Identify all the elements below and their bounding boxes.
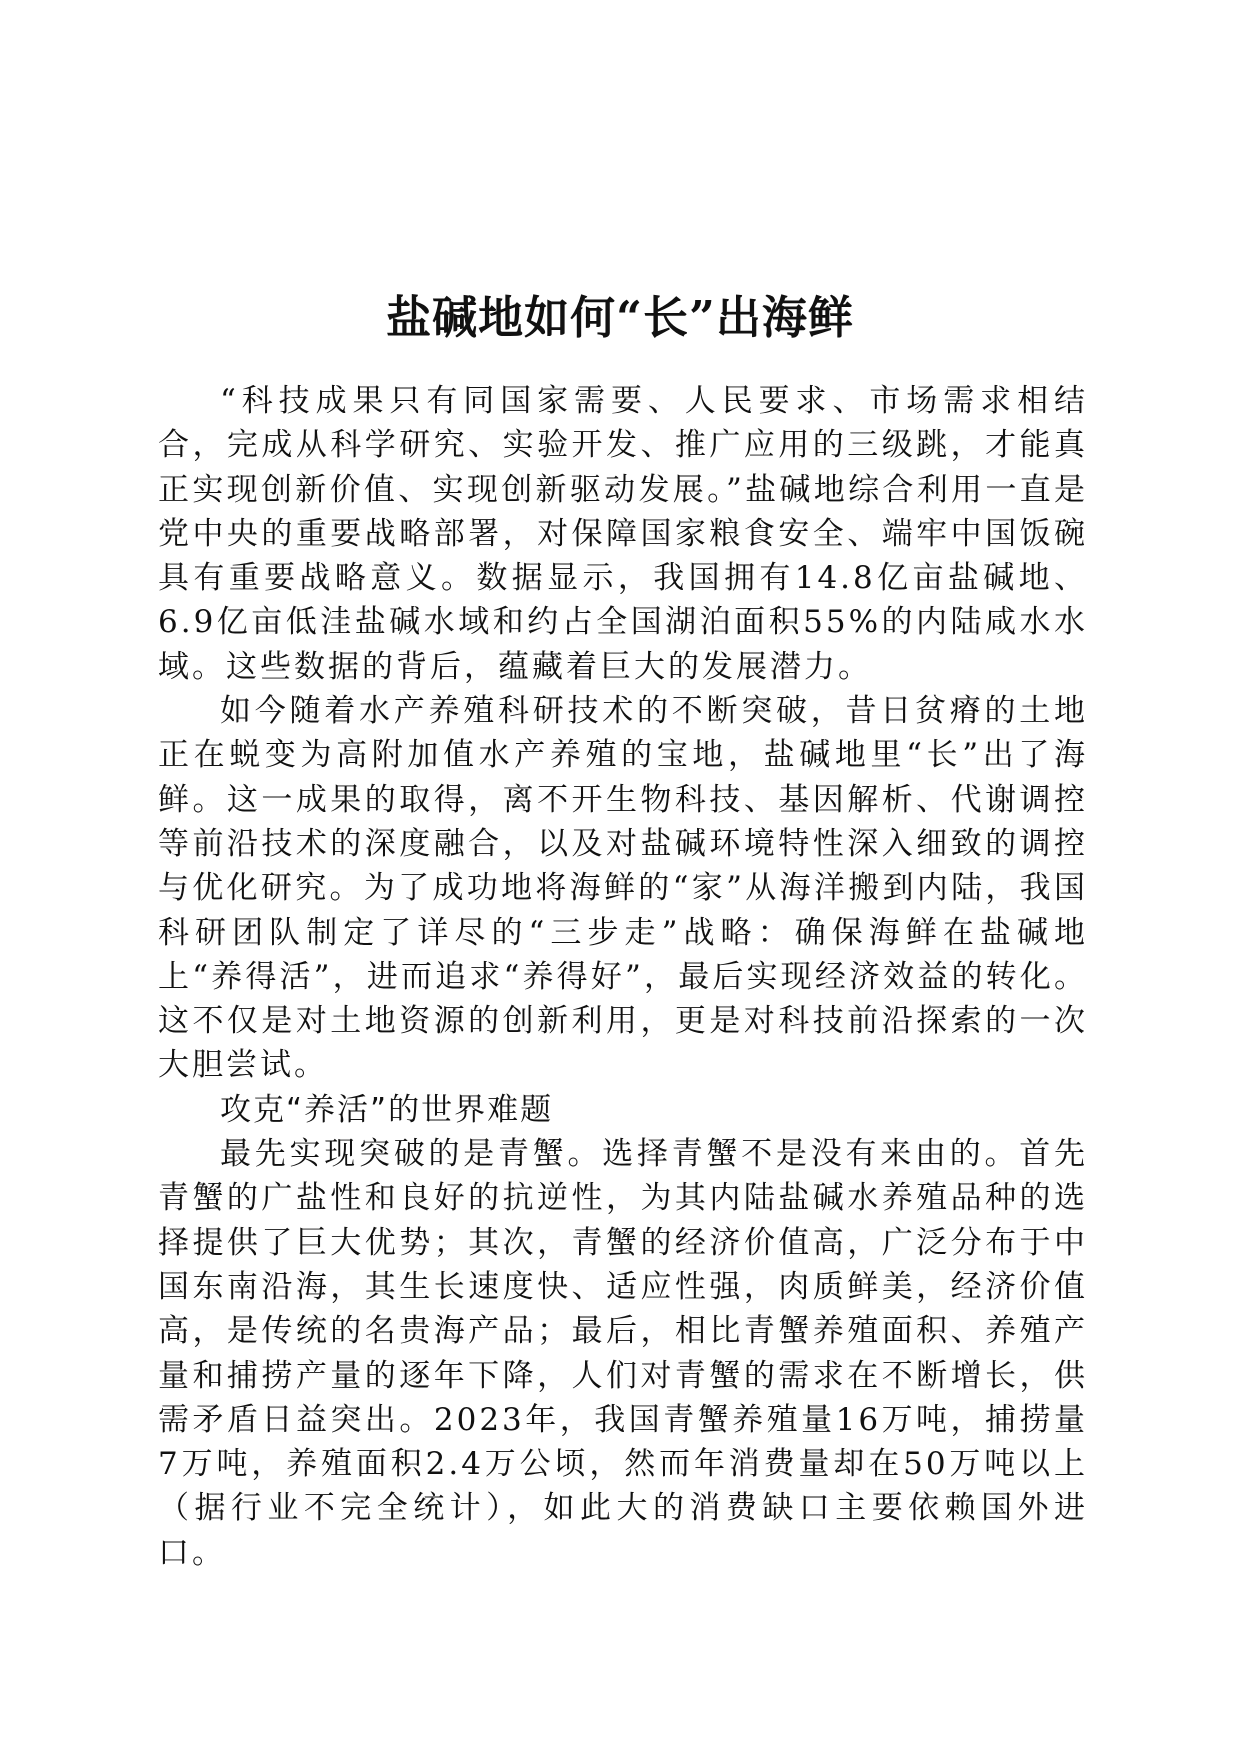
section-heading: 攻克“养活”的世界难题: [220, 1091, 554, 1128]
document-title: 盐碱地如何“长”出海鲜: [386, 291, 854, 345]
paragraph-breakthrough: 如今随着水产养殖科研技术的不断突破，昔日贫瘠的土地正在蜕变为高附加值水产养殖的宝地，盐碱地里“长”出了海鲜。这一成果的取得，离不开生物科技、基因解析、代谢调控等前沿技术的深度融合，以及对盐碱环境特性深入细致的调控与优化研究。为了成功地将海鲜的“家”从海洋搬到内陆，我国科研团队制定了详尽的“三步走”战略：确保海鲜在盐碱地上“养得活”，进而追求“养得好”，最后实现经济效益的转化。这不仅是对土地资源的创新利用，更是对科技前沿探索的一次大胆尝试。: [158, 693, 1088, 1084]
paragraph-green-crab: 最先实现突破的是青蟹。选择青蟹不是没有来由的。首先青蟹的广盐性和良好的抗逆性，为其内陆盐碱水养殖品种的选择提供了巨大优势；其次，青蟹的经济价值高，广泛分布于中国东南沿海，其生长速度快、适应性强，肉质鲜美，经济价值高，是传统的名贵海产品；最后，相比青蟹养殖面积、养殖产量和捕捞产量的逐年下降，人们对青蟹的需求在不断增长，供需矛盾日益突出。2023年，我国青蟹养殖量16万吨，捕捞量7万吨，养殖面积2.4万公顷，然而年消费量却在50万吨以上（据行业不完全统计），如此大的消费缺口主要依赖国外进口。: [158, 1136, 1088, 1571]
article-body: [158, 379, 1088, 1575]
paragraph-intro: “科技成果只有同国家需要、人民要求、市场需求相结合，完成从科学研究、实验开发、推广应用的三级跳，才能真正实现创新价值、实现创新驱动发展。”盐碱地综合利用一直是党中央的重要战略部署，对保障国家粮食安全、端牢中国饭碗具有重要战略意义。数据显示，我国拥有14.8亿亩盐碱地、6.9亿亩低洼盐碱水域和约占全国湖泊面积55%的内陆咸水水域。这些数据的背后，蕴藏着巨大的发展潜力。: [158, 383, 1088, 685]
